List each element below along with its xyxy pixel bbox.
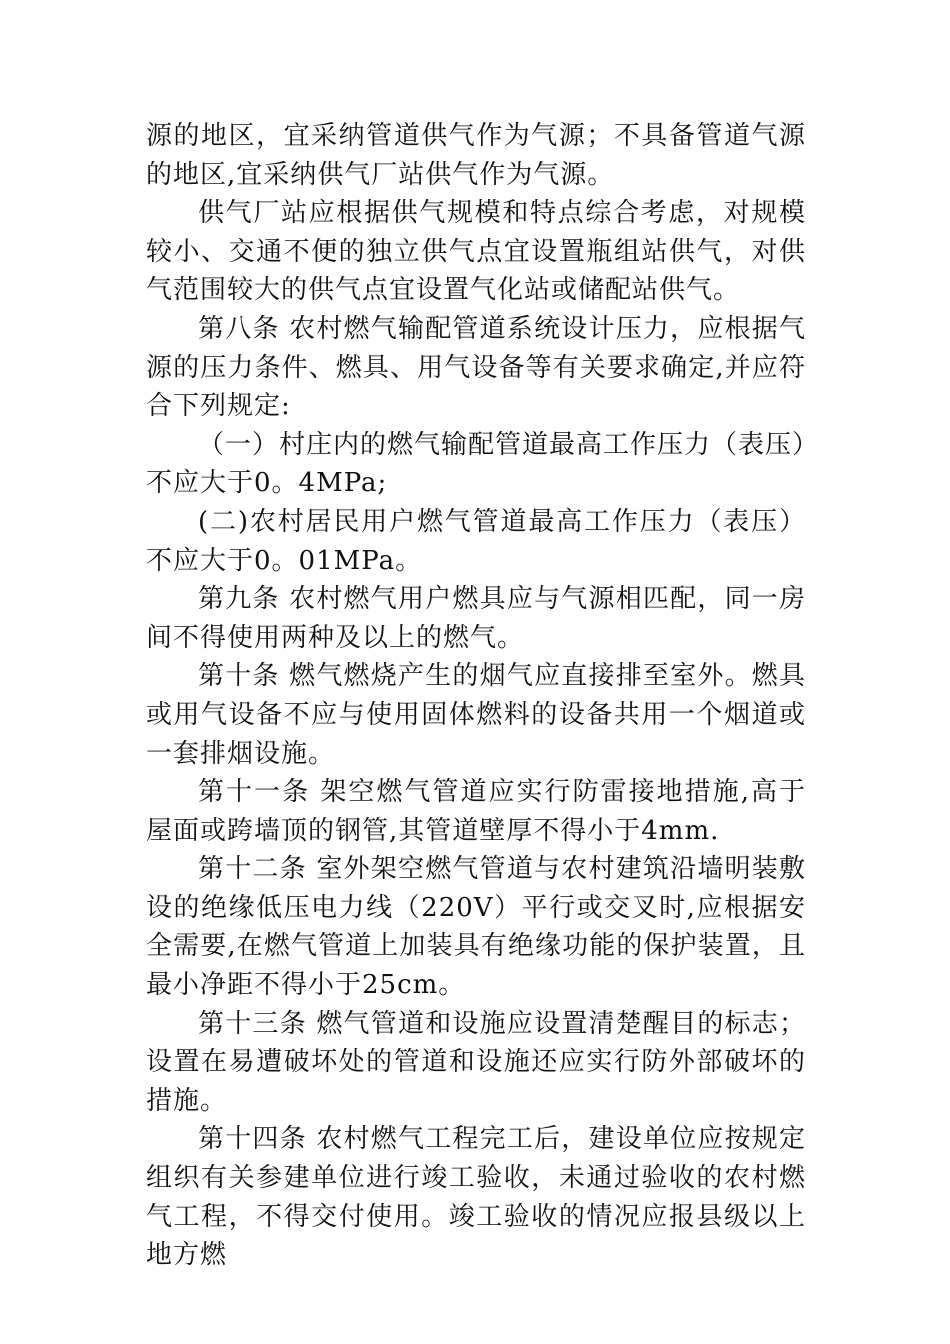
paragraph-article-10: 第十条 燃气燃烧产生的烟气应直接排至室外。燃具或用气设备不应与使用固体燃料的设备共用一个烟道或一套排烟设施。	[146, 661, 806, 769]
paragraph-continuation: 源的地区，宜采纳管道供气作为气源；不具备管道气源的地区,宜采纳供气厂站供气作为气源。	[146, 121, 806, 190]
paragraph-article-9: 第九条 农村燃气用户燃具应与气源相匹配，同一房间不得使用两种及以上的燃气。	[146, 584, 806, 653]
paragraph-article-13: 第十三条 燃气管道和设施应设置清楚醒目的标志；设置在易遭破坏处的管道和设施还应实行防外部破坏的措施。	[146, 1008, 806, 1116]
paragraph-article-12: 第十二条 室外架空燃气管道与农村建筑沿墙明装敷设的绝缘低压电力线（220V）平行或交叉时,应根据安全需要,在燃气管道上加装具有绝缘功能的保护装置，且最小净距不得小于25cm。	[146, 854, 806, 1001]
paragraph-article-8: 第八条 农村燃气输配管道系统设计压力，应根据气源的压力条件、燃具、用气设备等有关要求确定,并应符合下列规定:	[146, 313, 806, 422]
paragraph-article-8-item-2: (二)农村居民用户燃气管道最高工作压力（表压）不应大于0。01MPa。	[146, 506, 806, 576]
paragraph-article-14: 第十四条 农村燃气工程完工后，建设单位应按规定组织有关参建单位进行竣工验收，未通过验收的农村燃气工程，不得交付使用。竣工验收的情况应报县级以上地方燃	[146, 1124, 806, 1271]
paragraph-supply-station: 供气厂站应根据供气规模和特点综合考虑，对规模较小、交通不便的独立供气点宜设置瓶组站供气，对供气范围较大的供气点宜设置气化站或储配站供气。	[146, 198, 806, 306]
document-body	[146, 117, 806, 1275]
paragraph-article-11: 第十一条 架空燃气管道应实行防雷接地措施,高于屋面或跨墙顶的钢管,其管道壁厚不得小于4mm.	[146, 777, 806, 846]
paragraph-article-8-item-1: （一）村庄内的燃气输配管道最高工作压力（表压）不应大于0。4MPa;	[146, 429, 807, 499]
